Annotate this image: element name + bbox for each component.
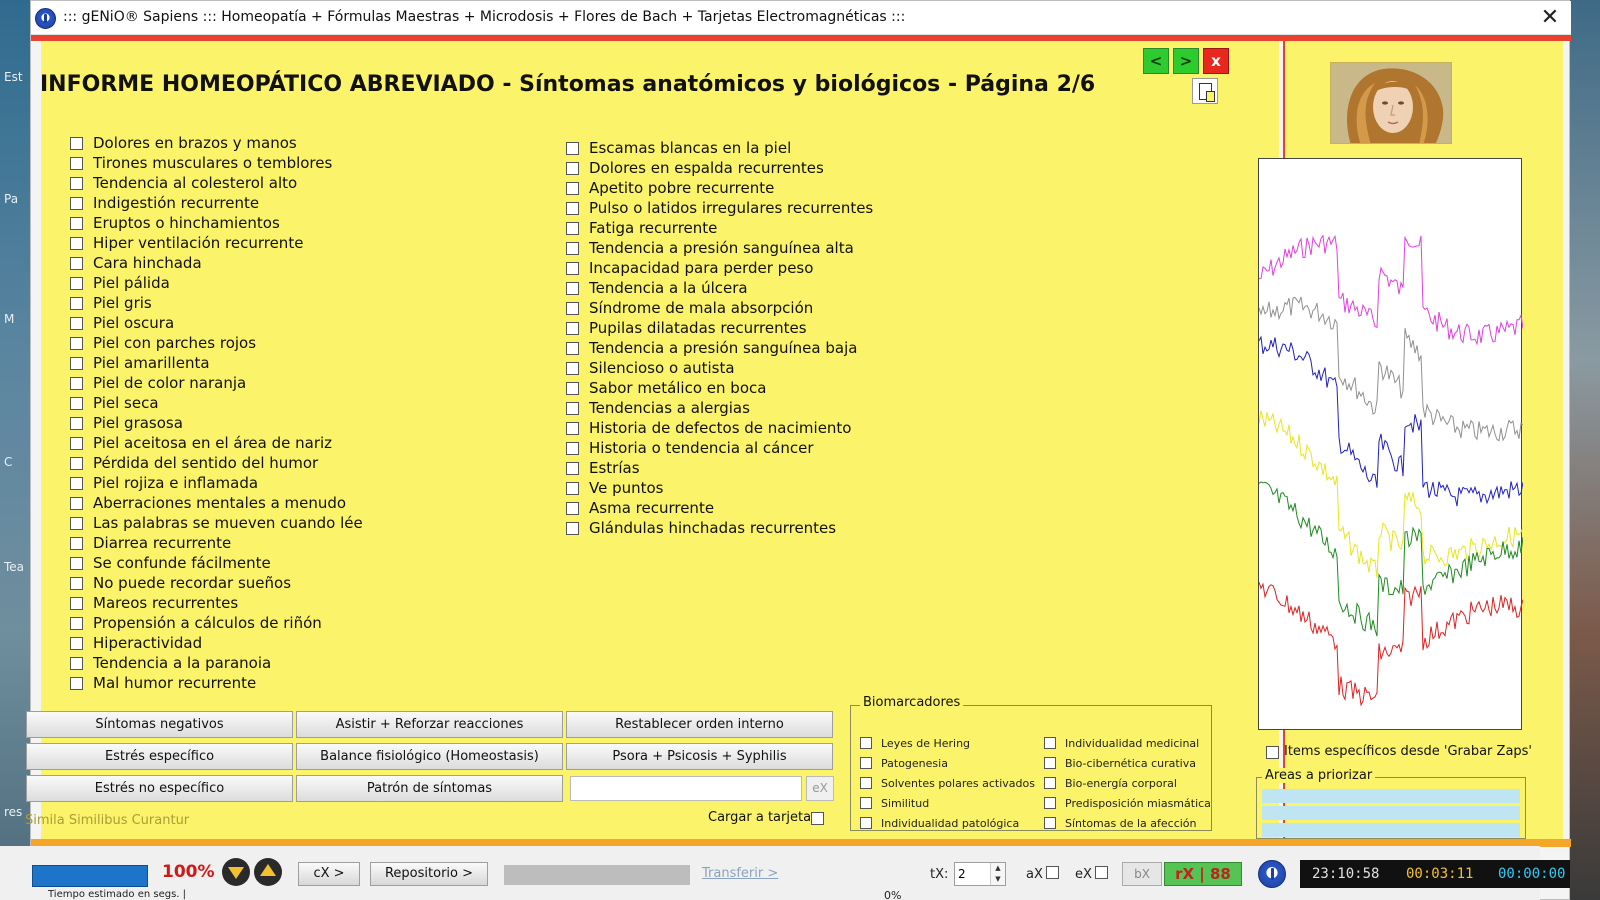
symptom-item[interactable] <box>70 373 363 393</box>
remaining-time: 00:00:00 <box>1498 866 1566 882</box>
symptom-item[interactable] <box>566 418 873 438</box>
biomarker-item[interactable] <box>860 773 1035 793</box>
symptom-label: Diarrea recurrente <box>93 534 232 552</box>
ex-button[interactable]: eX <box>806 776 834 801</box>
biomarker-label: Bio-energía corporal <box>1065 776 1177 790</box>
symptom-checkbox[interactable] <box>566 242 579 255</box>
symptom-item[interactable] <box>70 653 363 673</box>
close-report-button[interactable]: x <box>1203 48 1229 74</box>
symptom-label: Piel gris <box>93 294 152 312</box>
symptom-item[interactable] <box>70 353 363 373</box>
symptom-label: Piel aceitosa en el área de nariz <box>93 434 333 452</box>
symptom-list-right <box>566 138 873 538</box>
repositorio-button[interactable]: Repositorio > <box>370 862 488 886</box>
symptom-checkbox[interactable] <box>566 422 579 435</box>
symptom-item[interactable] <box>566 158 873 178</box>
symptom-label: Ve puntos <box>589 479 664 497</box>
symptom-item[interactable] <box>70 393 363 413</box>
symptom-label: Propensión a cálculos de riñón <box>93 614 322 632</box>
symptom-label: Incapacidad para perder peso <box>589 259 814 277</box>
symptom-label: Hiper ventilación recurrente <box>93 234 304 252</box>
symptom-item[interactable] <box>70 233 363 253</box>
symptom-checkbox[interactable] <box>70 597 83 610</box>
symptom-label: Piel pálida <box>93 274 170 292</box>
sintomas-negativos-button[interactable]: Síntomas negativos <box>26 711 293 738</box>
symptom-checkbox[interactable] <box>70 477 83 490</box>
symptom-label: Cara hinchada <box>93 254 202 272</box>
symptom-checkbox[interactable] <box>70 317 83 330</box>
next-page-button[interactable]: > <box>1173 48 1199 74</box>
symptom-checkbox[interactable] <box>566 142 579 155</box>
signal-trace <box>1259 236 1523 344</box>
biomarcadores-legend: Biomarcadores <box>860 695 963 710</box>
symptom-item[interactable] <box>70 673 363 693</box>
biomarcadores-list-right <box>1044 733 1211 833</box>
symptom-label: Sabor metálico en boca <box>589 379 767 397</box>
symptom-item[interactable] <box>70 573 363 593</box>
symptom-checkbox[interactable] <box>70 677 83 690</box>
symptom-checkbox[interactable] <box>566 362 579 375</box>
biomarker-checkbox[interactable] <box>860 757 872 769</box>
symptom-label: Piel grasosa <box>93 414 183 432</box>
symptom-item[interactable] <box>70 153 363 173</box>
biomarker-label: Individualidad medicinal <box>1065 736 1200 750</box>
estres-no-especifico-button[interactable]: Estrés no específico <box>26 775 293 802</box>
symptom-checkbox[interactable] <box>566 322 579 335</box>
symptom-checkbox[interactable] <box>566 222 579 235</box>
symptom-checkbox[interactable] <box>566 302 579 315</box>
tx-label: tX: <box>930 867 949 882</box>
symptom-label: Aberraciones mentales a menudo <box>93 494 347 512</box>
symptom-item[interactable] <box>566 338 873 358</box>
symptom-label: Piel de color naranja <box>93 374 247 392</box>
symptom-item[interactable] <box>566 518 873 538</box>
symptom-checkbox[interactable] <box>70 637 83 650</box>
symptom-label: Piel con parches rojos <box>93 334 257 352</box>
symptom-label: Estrías <box>589 459 640 477</box>
biomarker-item[interactable] <box>1044 773 1211 793</box>
symptom-checkbox[interactable] <box>566 382 579 395</box>
symptom-label: Historia de defectos de nacimiento <box>589 419 852 437</box>
symptom-label: Dolores en brazos y manos <box>93 134 297 152</box>
symptom-item[interactable] <box>70 273 363 293</box>
symptom-label: Mal humor recurrente <box>93 674 257 692</box>
symptom-checkbox[interactable] <box>70 397 83 410</box>
symptom-checkbox[interactable] <box>70 177 83 190</box>
psora-psicosis-syphilis-button[interactable]: Psora + Psicosis + Syphilis <box>566 743 833 770</box>
symptom-checkbox[interactable] <box>70 497 83 510</box>
desktop-label: M <box>4 312 15 326</box>
biomarker-checkbox[interactable] <box>1044 757 1056 769</box>
area-priority-field[interactable] <box>1262 823 1520 837</box>
symptom-item[interactable] <box>70 493 363 513</box>
symptom-item[interactable] <box>566 478 873 498</box>
desktop-right-edge <box>1570 0 1600 900</box>
transferir-link[interactable]: Transferir > <box>702 866 779 881</box>
patron-sintomas-button[interactable]: Patrón de síntomas <box>296 775 563 802</box>
symptom-item[interactable] <box>70 633 363 653</box>
signal-trace <box>1259 482 1523 636</box>
symptom-checkbox[interactable] <box>70 617 83 630</box>
desktop-label: res <box>4 805 23 819</box>
symptom-item[interactable] <box>566 358 873 378</box>
arrow-up-icon[interactable] <box>254 858 282 886</box>
signal-trace <box>1259 337 1523 506</box>
symptom-label: Escamas blancas en la piel <box>589 139 792 157</box>
area-priority-field[interactable] <box>1262 789 1520 803</box>
previous-page-button[interactable]: < <box>1143 48 1169 74</box>
symptom-checkbox[interactable] <box>70 277 83 290</box>
symptom-checkbox[interactable] <box>70 657 83 670</box>
symptom-label: Pupilas dilatadas recurrentes <box>589 319 807 337</box>
window-title: ::: gENiO® Sapiens ::: Homeopatía + Fórmulas Maestras + Microdosis + Flores de Bach + Tarjetas Electromagnéticas ::: <box>63 9 906 25</box>
symptom-label: Pérdida del sentido del humor <box>93 454 319 472</box>
symptom-checkbox[interactable] <box>70 237 83 250</box>
symptom-checkbox[interactable] <box>70 337 83 350</box>
ax-label: aX <box>1026 867 1043 882</box>
symptom-label: Síndrome de mala absorpción <box>589 299 814 317</box>
symptom-checkbox[interactable] <box>566 502 579 515</box>
symptom-checkbox[interactable] <box>566 402 579 415</box>
items-especificos-checkbox[interactable] <box>1266 746 1279 759</box>
symptom-item[interactable] <box>70 253 363 273</box>
biomarker-label: Solventes polares activados <box>881 776 1035 790</box>
symptom-label: Piel oscura <box>93 314 175 332</box>
symptom-item[interactable] <box>566 398 873 418</box>
cargar-tarjeta-label: Cargar a tarjeta <box>708 810 812 825</box>
symptom-item[interactable] <box>70 513 363 533</box>
ex-checkbox[interactable] <box>1095 866 1108 879</box>
desktop-label: C <box>4 455 13 469</box>
venus-portrait-image <box>1330 62 1452 144</box>
biomarker-label: Individualidad patológica <box>881 816 1020 830</box>
biomarker-item[interactable] <box>1044 733 1211 753</box>
symptom-label: Eruptos o hinchamientos <box>93 214 280 232</box>
biomarker-item[interactable] <box>860 813 1035 833</box>
symptom-label: Tendencia a presión sanguínea alta <box>589 239 854 257</box>
biomarker-label: Similitud <box>881 796 930 810</box>
symptom-label: Silencioso o autista <box>589 359 735 377</box>
biomarker-item[interactable] <box>860 753 1035 773</box>
symptom-checkbox[interactable] <box>566 522 579 535</box>
symptom-label: Tendencia a presión sanguínea baja <box>589 339 858 357</box>
symptom-item[interactable] <box>566 238 873 258</box>
symptom-checkbox[interactable] <box>566 182 579 195</box>
symptom-item[interactable] <box>70 313 363 333</box>
ex-label: eX <box>1075 867 1092 882</box>
symptom-item[interactable] <box>70 213 363 233</box>
symptom-label: Tendencia al colesterol alto <box>93 174 298 192</box>
symptom-checkbox[interactable] <box>566 162 579 175</box>
app-logo-icon <box>35 8 56 29</box>
symptom-list-left <box>70 133 363 693</box>
symptom-item[interactable] <box>566 438 873 458</box>
info-logo-icon[interactable] <box>1258 860 1286 888</box>
symptom-item[interactable] <box>566 298 873 318</box>
symptom-item[interactable] <box>70 433 363 453</box>
symptom-item[interactable] <box>70 293 363 313</box>
symptom-item[interactable] <box>566 258 873 278</box>
symptom-item[interactable] <box>70 333 363 353</box>
symptom-label: Mareos recurrentes <box>93 594 239 612</box>
signal-trace <box>1259 582 1523 705</box>
symptom-label: Tirones musculares o temblores <box>93 154 333 172</box>
symptom-item[interactable] <box>70 553 363 573</box>
symptom-item[interactable] <box>566 278 873 298</box>
estimated-time-text: Tiempo estimado en segs. | <box>48 889 187 900</box>
symptom-label: Las palabras se mueven cuando lée <box>93 514 363 532</box>
symptom-label: Piel seca <box>93 394 159 412</box>
estres-especifico-button[interactable]: Estrés específico <box>26 743 293 770</box>
symptom-item[interactable] <box>70 593 363 613</box>
title-bar <box>31 1 1571 35</box>
asistir-reforzar-button[interactable]: Asistir + Reforzar reacciones <box>296 711 563 738</box>
symptom-label: Pulso o latidos irregulares recurrentes <box>589 199 874 217</box>
desktop-label: Est <box>4 70 23 84</box>
symptom-label: Historia o tendencia al cáncer <box>589 439 814 457</box>
symptom-label: Apetito pobre recurrente <box>589 179 775 197</box>
spinner-arrows-icon[interactable]: ▲ ▼ <box>990 863 1005 885</box>
elapsed-time: 00:03:11 <box>1406 866 1474 882</box>
biomarker-label: Síntomas de la afección <box>1065 816 1197 830</box>
biomarker-checkbox[interactable] <box>1044 737 1056 749</box>
symptom-label: No puede recordar sueños <box>93 574 292 592</box>
copy-document-icon[interactable] <box>1192 78 1218 104</box>
biomarker-item[interactable] <box>1044 813 1211 833</box>
restablecer-orden-button[interactable]: Restablecer orden interno <box>566 711 833 738</box>
symptom-item[interactable] <box>70 453 363 473</box>
biomarker-checkbox[interactable] <box>1044 817 1056 829</box>
symptom-checkbox[interactable] <box>566 462 579 475</box>
symptom-label: Glándulas hinchadas recurrentes <box>589 519 837 537</box>
symptom-item[interactable] <box>566 378 873 398</box>
transfer-percent: 0% <box>884 889 902 900</box>
symptom-label: Tendencias a alergias <box>589 399 750 417</box>
symptom-checkbox[interactable] <box>70 297 83 310</box>
tx-spinner-input[interactable]: 2 <box>954 862 1006 886</box>
symptom-checkbox[interactable] <box>70 357 83 370</box>
symptom-item[interactable] <box>70 613 363 633</box>
symptom-checkbox[interactable] <box>70 197 83 210</box>
symptom-checkbox[interactable] <box>70 537 83 550</box>
desktop-label: Tea <box>4 560 25 574</box>
symptom-checkbox[interactable] <box>70 257 83 270</box>
area-priority-field[interactable] <box>1262 806 1520 820</box>
biomarker-checkbox[interactable] <box>860 817 872 829</box>
symptom-item[interactable] <box>566 198 873 218</box>
symptom-checkbox[interactable] <box>566 282 579 295</box>
biomarker-checkbox[interactable] <box>860 777 872 789</box>
symptom-label: Indigestión recurrente <box>93 194 260 212</box>
biomarker-label: Bio-cibernética curativa <box>1065 756 1196 770</box>
symptom-item[interactable] <box>70 133 363 153</box>
biomarker-label: Patogenesia <box>881 756 948 770</box>
symptom-item[interactable] <box>70 193 363 213</box>
progress-bar <box>32 865 148 887</box>
symptom-checkbox[interactable] <box>566 342 579 355</box>
areas-priorizar-legend: Areas a priorizar <box>1262 768 1375 783</box>
free-text-input[interactable] <box>570 776 802 801</box>
cx-button[interactable]: cX > <box>298 862 360 886</box>
desktop-label: Pa <box>4 192 19 206</box>
symptom-checkbox[interactable] <box>70 217 83 230</box>
symptom-label: Tendencia a la paranoia <box>93 654 272 672</box>
symptom-item[interactable] <box>566 318 873 338</box>
symptom-label: Dolores en espalda recurrentes <box>589 159 824 177</box>
rx-badge[interactable]: rX | 88 <box>1164 862 1242 886</box>
symptom-label: Tendencia a la úlcera <box>589 279 748 297</box>
biomarker-checkbox[interactable] <box>1044 797 1056 809</box>
signal-chart <box>1258 158 1522 730</box>
symptom-item[interactable] <box>566 498 873 518</box>
arrow-down-icon[interactable] <box>222 858 250 886</box>
clock-time: 23:10:58 <box>1312 866 1380 882</box>
symptom-checkbox[interactable] <box>70 137 83 150</box>
symptom-checkbox[interactable] <box>70 377 83 390</box>
symptom-label: Asma recurrente <box>589 499 715 517</box>
symptom-checkbox[interactable] <box>566 202 579 215</box>
symptom-label: Piel rojiza e inflamada <box>93 474 259 492</box>
symptom-checkbox[interactable] <box>70 437 83 450</box>
transfer-progress-bar <box>504 865 690 885</box>
balance-fisiologico-button[interactable]: Balance fisiológico (Homeostasis) <box>296 743 563 770</box>
symptom-item[interactable] <box>566 458 873 478</box>
biomarker-checkbox[interactable] <box>860 737 872 749</box>
window-close-button[interactable]: ✕ <box>1540 5 1560 30</box>
bx-button[interactable]: bX <box>1122 862 1162 886</box>
motto-text: Simila Similibus Curantur <box>25 813 190 828</box>
symptom-item[interactable] <box>566 218 873 238</box>
symptom-checkbox[interactable] <box>70 417 83 430</box>
signal-chart-svg <box>1259 159 1523 731</box>
symptom-label: Fatiga recurrente <box>589 219 718 237</box>
biomarker-item[interactable] <box>1044 753 1211 773</box>
symptom-label: Hiperactividad <box>93 634 203 652</box>
biomarker-checkbox[interactable] <box>1044 777 1056 789</box>
symptom-checkbox[interactable] <box>566 442 579 455</box>
ax-checkbox[interactable] <box>1046 866 1059 879</box>
symptom-item[interactable] <box>70 473 363 493</box>
biomarker-item[interactable] <box>1044 793 1211 813</box>
biomarker-label: Predisposición miasmática <box>1065 796 1211 810</box>
progress-percent: 100% <box>162 862 215 882</box>
biomarker-item[interactable] <box>860 733 1035 753</box>
symptom-item[interactable] <box>566 178 873 198</box>
biomarker-item[interactable] <box>860 793 1035 813</box>
symptom-item[interactable] <box>70 413 363 433</box>
biomarker-checkbox[interactable] <box>860 797 872 809</box>
symptom-checkbox[interactable] <box>70 557 83 570</box>
symptom-label: Piel amarillenta <box>93 354 210 372</box>
symptom-checkbox[interactable] <box>566 262 579 275</box>
page-title: INFORME HOMEOPÁTICO ABREVIADO - Síntomas anatómicos y biológicos - Página 2/6 <box>40 72 1096 97</box>
signal-trace <box>1259 297 1523 441</box>
symptom-checkbox[interactable] <box>70 457 83 470</box>
symptom-label: Se confunde fácilmente <box>93 554 271 572</box>
symptom-checkbox[interactable] <box>70 157 83 170</box>
symptom-checkbox[interactable] <box>566 482 579 495</box>
symptom-item[interactable] <box>70 533 363 553</box>
biomarker-label: Leyes de Hering <box>881 736 971 750</box>
symptom-checkbox[interactable] <box>70 517 83 530</box>
biomarcadores-list-left <box>860 733 1035 833</box>
items-especificos-label: Items específicos desde 'Grabar Zaps' <box>1284 744 1533 759</box>
cargar-tarjeta-checkbox[interactable] <box>811 812 824 825</box>
symptom-checkbox[interactable] <box>70 577 83 590</box>
symptom-item[interactable] <box>566 138 873 158</box>
symptom-item[interactable] <box>70 173 363 193</box>
